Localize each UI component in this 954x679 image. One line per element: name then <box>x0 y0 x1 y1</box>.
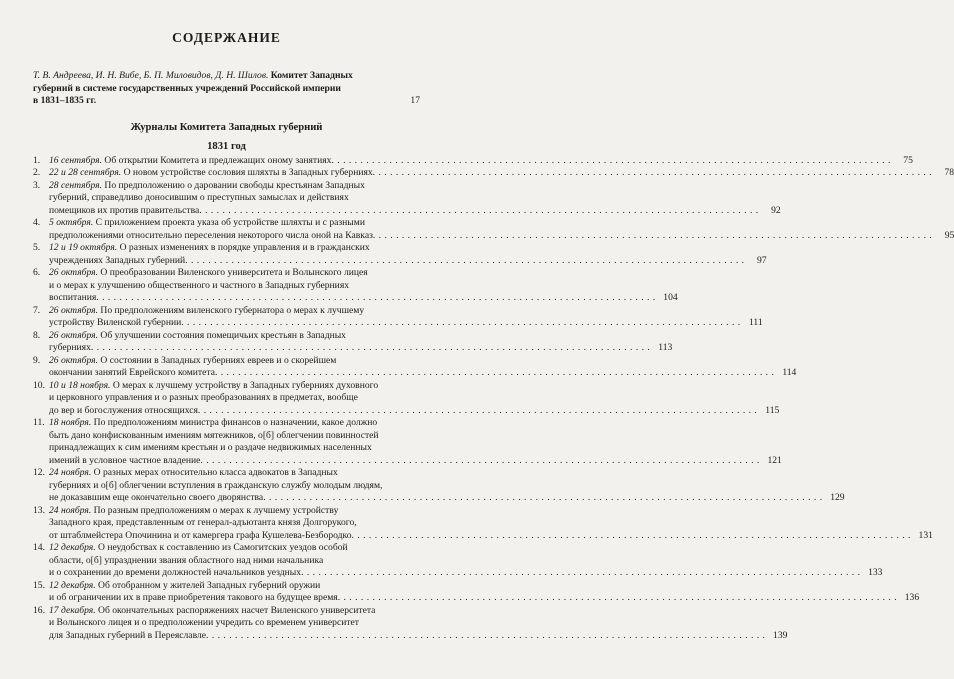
entry-body <box>49 505 933 543</box>
entry-text: помещиков их против правительства <box>49 204 200 216</box>
entry-text: от штаблмейстера Опочинина и от камергера графа Кушелева-Безбородко <box>49 529 352 541</box>
entry-text: О разных изменениях в порядке управления и в гражданских <box>117 242 370 254</box>
entry-body <box>49 417 782 467</box>
entry-line <box>49 505 933 518</box>
intro-work-line-1: Комитет Западных <box>270 70 353 81</box>
entry-text: воспитания <box>49 292 97 304</box>
entry-body <box>49 305 763 330</box>
entry-body <box>49 167 954 180</box>
contents-entry[interactable] <box>33 167 954 180</box>
entry-line <box>49 280 678 293</box>
entry-page-number: 78 <box>944 167 954 179</box>
entry-line <box>49 342 672 355</box>
section-heading: Журналы Комитета Западных губерний <box>130 121 323 133</box>
entry-number: 11. <box>33 417 45 429</box>
entry-line <box>49 192 781 205</box>
entry-line <box>49 167 954 180</box>
entry-line <box>49 405 779 418</box>
entry-text: Об улучшении состояния помещичьих крестьян в Западных <box>98 329 346 341</box>
entry-text: имений в условное частное владение <box>49 454 201 466</box>
entry-line <box>49 605 787 618</box>
entry-page-number: 133 <box>868 567 883 579</box>
leader-dots <box>200 455 759 468</box>
contents-entry[interactable] <box>33 217 954 242</box>
entry-text: По предположению о даровании свободы крестьянам Западных <box>102 179 365 191</box>
entry-text: не доказавшим еще окончательно своего дворянства <box>49 492 264 504</box>
entry-line <box>49 467 845 480</box>
contents-entry[interactable] <box>33 579 920 605</box>
entry-date: 12 декабря. <box>49 579 96 591</box>
entry-number: 2. <box>33 167 41 179</box>
entry-number: 14. <box>33 542 45 554</box>
entry-line <box>49 455 782 468</box>
entry-text: О состоянии в Западных губерниях евреев и о скорейшем <box>98 354 337 366</box>
entry-text: С приложением проекта указа об устройстве шляхты и с разными <box>93 217 365 229</box>
entry-number: 10. <box>33 379 45 391</box>
entry-date: 17 декабря. <box>49 604 96 616</box>
entry-page-number: 129 <box>830 492 845 504</box>
entry-number: 4. <box>33 217 41 229</box>
contents-entry[interactable] <box>33 304 763 330</box>
contents-entry[interactable] <box>33 267 678 305</box>
entry-number: 16. <box>33 604 45 616</box>
entry-line <box>49 530 933 543</box>
entry-line <box>49 330 672 343</box>
entry-page-number: 111 <box>748 317 763 329</box>
entry-date: 26 октября. <box>49 329 99 341</box>
entry-line <box>49 217 954 230</box>
entry-date: 26 октября. <box>49 304 99 316</box>
leader-dots <box>331 155 890 168</box>
leader-dots <box>352 530 911 543</box>
entry-date: 5 октября. <box>49 217 94 229</box>
entry-line <box>49 542 882 555</box>
entry-body <box>49 217 954 242</box>
entry-page-number: 131 <box>918 529 933 541</box>
contents-entry[interactable] <box>33 542 883 580</box>
entry-number: 8. <box>33 329 41 341</box>
entry-text: По предположениям министра финансов о назначении, какое должно <box>91 417 378 429</box>
entry-line <box>49 267 678 280</box>
entry-text: окончании занятий Еврейского комитета <box>49 367 215 379</box>
entry-line <box>49 555 882 568</box>
entry-date: 22 и 28 сентября. <box>49 167 122 179</box>
intro-text <box>33 70 398 108</box>
entry-body <box>49 267 678 305</box>
entry-number: 7. <box>33 304 41 316</box>
entry-number: 15. <box>33 579 45 591</box>
entry-text: О преобразовании Виленского университета и Волынского лицея <box>98 267 368 279</box>
leader-dots <box>215 367 774 380</box>
entry-page-number: 139 <box>773 629 788 641</box>
entry-date: 12 и 19 октября. <box>49 242 118 254</box>
entry-text: учреждениях Западных губерний <box>49 254 186 266</box>
contents-list <box>33 154 954 643</box>
entry-line <box>49 630 787 643</box>
leader-dots <box>373 230 932 243</box>
entry-page-number: 121 <box>767 454 782 466</box>
intro-work-line-3: в 1831–1835 гг. <box>33 95 97 107</box>
entry-text: О разных мерах относительно класса адвокатов в Западных <box>91 467 338 479</box>
entry-line <box>49 205 781 218</box>
entry-body <box>49 580 919 605</box>
leader-dots <box>96 292 655 305</box>
entry-text: быть дано конфискованным имениям мятежников, о[б] облегчении повинностей <box>49 429 379 441</box>
entry-body <box>49 380 779 418</box>
entry-page-number: 97 <box>756 254 767 266</box>
entry-date: 26 октября. <box>49 267 99 279</box>
entry-body <box>49 155 913 168</box>
entry-text: и Волынского лицея и о предположении учредить со временем университет <box>49 617 359 629</box>
entry-date: 28 сентября. <box>49 179 102 191</box>
entry-text: до вер и богослужения относящихся <box>49 404 198 416</box>
entry-text: О неудобствах к составлению из Самогитских уездов особой <box>95 542 348 554</box>
intro-work-line-2: губерний в системе государственных учреждений Российской империи <box>33 82 341 94</box>
entry-text: для Западных губерний в Переяславле <box>49 629 207 641</box>
entry-date: 18 ноября. <box>49 417 92 429</box>
entry-text: и о мерах к улучшению общественного и частного в Западных губерниях <box>49 279 350 291</box>
entry-number: 5. <box>33 242 41 254</box>
entry-page-number: 114 <box>782 367 797 379</box>
entry-text: губерниях и о[б] облегчении вступления в гражданскую службу молодым людям, <box>49 479 383 491</box>
entry-page-number: 104 <box>663 292 678 304</box>
leader-dots <box>338 592 897 605</box>
entry-line <box>49 617 787 630</box>
entry-line <box>49 417 782 430</box>
entry-line <box>49 430 782 443</box>
entry-line <box>49 480 845 493</box>
entry-date: 24 ноября. <box>49 467 92 479</box>
contents-entry[interactable] <box>33 504 933 543</box>
entry-line <box>49 442 782 455</box>
entry-body <box>49 242 767 267</box>
entry-text: Об открытии Комитета и предлежащих оному занятиях <box>102 154 332 166</box>
entry-text: Об окончательных распоряжениях насчет Виленского университета <box>95 604 376 616</box>
contents-entry[interactable] <box>33 379 780 418</box>
entry-line <box>49 255 767 268</box>
entry-page-number: 92 <box>771 204 781 216</box>
entry-date: 12 декабря. <box>49 542 96 554</box>
leader-dots <box>91 342 650 355</box>
intro-entry[interactable] <box>33 70 420 108</box>
entry-text: губерниях <box>49 342 91 354</box>
entry-line <box>49 242 767 255</box>
entry-line <box>49 155 913 168</box>
entry-date: 16 сентября. <box>49 154 102 166</box>
entry-text: О мерах к лучшему устройству в Западных губерниях духовного <box>110 379 379 391</box>
entry-page-number: 113 <box>658 342 673 354</box>
entry-text: О новом устройстве сословия шляхты в Западных губерниях <box>121 167 373 179</box>
entry-text: и о сохранении до времени должностей начальников уездных <box>49 567 302 579</box>
leader-dots <box>181 317 740 330</box>
entry-line <box>49 380 779 393</box>
entry-line <box>49 367 796 380</box>
entry-number: 3. <box>33 179 41 191</box>
entry-body <box>49 180 781 218</box>
entry-page-number: 115 <box>765 404 780 416</box>
entry-body <box>49 330 672 355</box>
entry-number: 9. <box>33 354 41 366</box>
entry-line <box>49 580 919 593</box>
leader-dots <box>301 567 860 580</box>
contents-entry[interactable] <box>33 179 781 218</box>
contents-entry[interactable] <box>33 242 767 267</box>
entry-body <box>49 355 796 380</box>
entry-text: принадлежащих к сим имениям крестьян и о раздаче недвижимых населенных <box>49 442 372 454</box>
entry-text: предположениями относительно переселения некоторого числа оной на Кавказ <box>49 229 373 241</box>
entry-page-number: 75 <box>903 154 913 166</box>
entry-line <box>49 517 933 530</box>
entry-number: 13. <box>33 504 45 516</box>
contents-entry[interactable] <box>33 417 782 467</box>
intro-authors: Т. В. Андреева, И. Н. Вибе, Б. П. Миловидов, Д. Н. Шилов. <box>33 70 269 81</box>
entry-date: 10 и 18 ноября. <box>49 379 111 391</box>
leader-dots <box>198 405 757 418</box>
entry-body <box>49 467 845 505</box>
entry-date: 24 ноября. <box>49 504 92 516</box>
entry-body <box>49 542 882 580</box>
entry-page-number: 95 <box>944 229 954 241</box>
intro-page-number: 17 <box>410 95 420 107</box>
entry-number: 1. <box>33 154 41 166</box>
entry-line <box>49 592 919 605</box>
leader-dots <box>185 255 744 268</box>
entry-text: По разным предположениям о мерах к лучшему устройству <box>91 504 339 516</box>
entry-text: По предположениям виленского губернатора о мерах к лучшему <box>98 304 365 316</box>
leader-dots <box>199 205 758 218</box>
entry-text: области, о[б] упразднении звания областного над ними начальника <box>49 554 324 566</box>
entry-text: и церковного управления и о разных преобразованиях в предметах, вообще <box>49 392 358 404</box>
contents-entry[interactable] <box>33 329 673 355</box>
entry-number: 6. <box>33 267 41 279</box>
entry-line <box>49 355 796 368</box>
entry-line <box>49 317 763 330</box>
entry-page-number: 136 <box>904 592 920 604</box>
contents-entry[interactable] <box>33 354 797 380</box>
entry-line <box>49 392 779 405</box>
entry-line <box>49 567 882 580</box>
entry-text: Западного края, представленным от генерал-адъютанта князя Долгорукого, <box>49 517 357 529</box>
entry-line <box>49 492 845 505</box>
leader-dots <box>373 167 932 180</box>
entry-text: и об ограничении их в праве приобретения такового на будущее время <box>49 592 338 604</box>
entry-line <box>49 292 678 305</box>
entry-number: 12. <box>33 467 45 479</box>
entry-text: Об отобранном у жителей Западных губерний оружии <box>95 579 321 591</box>
entry-line <box>49 230 954 243</box>
contents-entry[interactable] <box>33 154 913 168</box>
contents-entry[interactable] <box>33 604 788 643</box>
leader-dots <box>206 630 765 643</box>
entry-text: губерний, справедливо доносившим о преступных замыслах и действиях <box>49 192 349 204</box>
page-title: СОДЕРЖАНИЕ <box>172 30 281 45</box>
entry-body <box>49 605 787 643</box>
contents-entry[interactable] <box>33 467 845 505</box>
entry-date: 26 октября. <box>49 354 99 366</box>
year-heading: 1831 год <box>207 140 246 152</box>
entry-line <box>49 180 781 193</box>
leader-dots <box>263 492 822 505</box>
entry-line <box>49 305 763 318</box>
entry-text: устройству Виленской губернии <box>49 317 182 329</box>
